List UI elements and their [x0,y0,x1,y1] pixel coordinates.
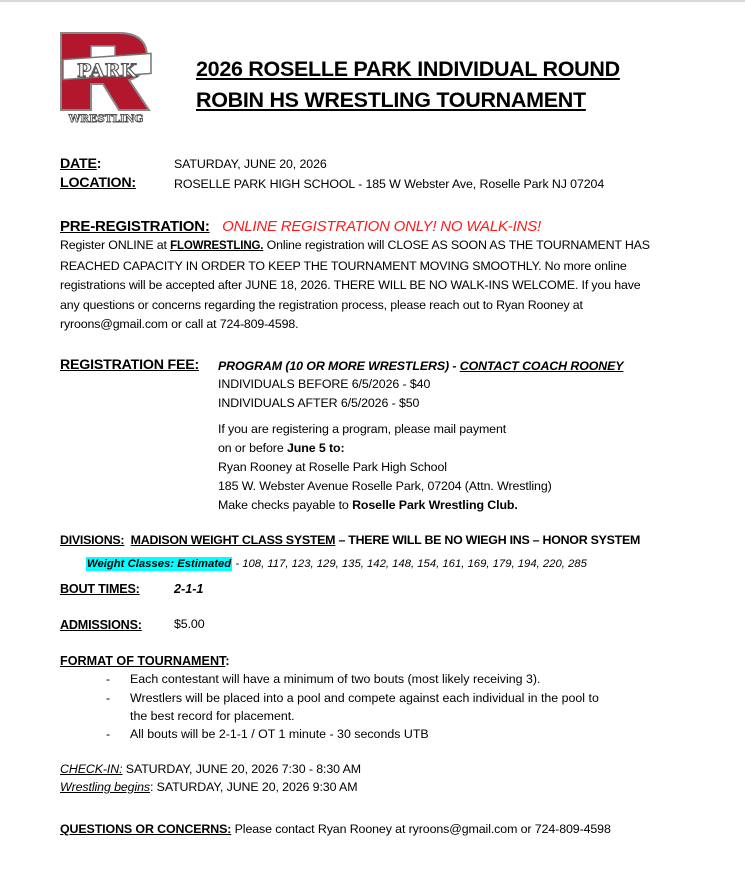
format-heading [60,654,230,668]
mail-line-2 [218,439,345,459]
wrestling-begins-label: Wrestling begins [60,780,150,794]
mail-line-4: 185 W. Webster Avenue Roselle Park, 07204 (Attn. Wrestling) [218,479,552,493]
checks-payable-text: Make checks payable to [218,498,353,512]
divisions-label: DIVISIONS: [60,533,125,547]
wrestling-begins-value: : SATURDAY, JUNE 20, 2026 9:30 AM [150,780,358,794]
format-bullet-text: Wrestlers will be placed into a pool and compete against each individual in the pool to [130,691,599,705]
divisions-note: – THERE WILL BE NO WIEGH INS – HONOR SYSTEM [335,533,641,547]
weight-classes-label: Weight Classes: Estimated [87,558,232,570]
wrestling-begins-row [60,778,357,798]
mail-line-3: Ryan Rooney at Roselle Park High School [218,460,447,474]
weight-classes-row [86,556,587,573]
date-colon: : [96,155,102,171]
format-bullet-text: Each contestant will have a minimum of two bouts (most likely receiving 3). [130,672,541,686]
program-fee [218,357,623,377]
format-bullet-text: All bouts will be 2-1-1 / OT 1 minute - 30 seconds UTB [130,727,429,741]
park-wrestling-logo [57,30,155,126]
pre-registration-text [60,236,650,335]
flowrestling-link[interactable]: FLOWRESTLING. [170,240,264,252]
payee-name: Roselle Park Wrestling Club. [352,498,518,512]
format-label: FORMAT OF TOURNAMENT [60,654,226,668]
logo-park-text: PARK [77,60,137,82]
page-title-line-1: 2026 ROSELLE PARK INDIVIDUAL ROUND [196,57,620,81]
page-top-border [0,0,745,2]
individual-fee-before: INDIVIDUALS BEFORE 6/5/2026 - $40 [218,377,431,391]
bullet-dash: - [106,672,111,686]
admissions-value: $5.00 [174,617,205,631]
weight-classes-list: - 108, 117, 123, 129, 135, 142, 148, 154, 161, 169, 179, 194, 220, 285 [232,558,587,570]
check-in-value: SATURDAY, JUNE 20, 2026 7:30 - 8:30 AM [122,762,361,776]
date-label: DATE [60,156,97,172]
registration-fee-label: REGISTRATION FEE: [60,357,200,373]
date-value: SATURDAY, JUNE 20, 2026 [174,157,327,171]
format-bullet-2-continued [130,707,295,726]
format-colon: : [225,654,230,668]
location-label: LOCATION: [60,175,136,191]
logo-graphic [57,30,155,126]
date-row [60,155,101,173]
bullet-dash: - [106,727,111,741]
online-only-notice: ONLINE REGISTRATION ONLY! NO WALK-INS! [222,218,541,235]
format-bullet-3 [106,725,429,744]
format-bullet-2 [106,689,599,708]
pre-registration-label: PRE-REGISTRATION: [60,218,210,235]
individual-fee-after: INDIVIDUALS AFTER 6/5/2026 - $50 [218,396,420,410]
check-in-label: CHECK-IN: [60,762,123,776]
program-fee-text: PROGRAM (10 OR MORE WRESTLERS) - [218,359,460,373]
logo-wrestling-text: WRESTLING [68,113,144,125]
register-text: Register ONLINE at [60,238,171,252]
mail-deadline: June 5 to: [286,441,345,455]
format-bullet-1 [106,670,541,689]
page-title-line-2: ROBIN HS WRESTLING TOURNAMENT [196,88,586,112]
mail-line-1: If you are registering a program, please mail payment [218,422,507,436]
admissions-label: ADMISSIONS: [60,618,142,632]
bout-times-value: 2-1-1 [174,582,204,596]
questions-value: Please contact Ryan Rooney at ryroons@gmail.com or 724-809-4598 [231,822,611,836]
divisions-row [60,533,640,547]
contact-coach-rooney: CONTACT COACH ROONEY [459,359,624,373]
questions-label: QUESTIONS OR CONCERNS: [60,822,232,836]
mail-line-5 [218,496,518,516]
weight-class-system: MADISON WEIGHT CLASS SYSTEM [130,533,336,547]
pre-registration-heading [60,217,541,237]
bout-times-label-display: BOUT TIMES: [60,582,140,596]
bullet-dash: - [106,691,111,705]
location-value: ROSELLE PARK HIGH SCHOOL - 185 W Webster Ave, Roselle Park NJ 07204 [174,177,605,191]
check-in-row [60,760,361,780]
registration-details: Online registration will CLOSE AS SOON AS THE TOURNAMENT HAS REACHED CAPACITY IN ORDER TO KEEP THE TOURNAMENT MOVING SMOOTHLY. No more online registrations will be accepted after JUNE 18, 2026. THERE WILL BE NO WALK-INS WELCOME. If you have any questions or concerns regarding the registration process, please reach out to Ryan Rooney at ryroons@gmail.com or call at 724-809-4598. [60,238,650,331]
format-bullet-text: the best record for placement. [130,709,295,723]
mail-line-2-text: on or before [218,441,287,455]
questions-row [60,820,611,840]
